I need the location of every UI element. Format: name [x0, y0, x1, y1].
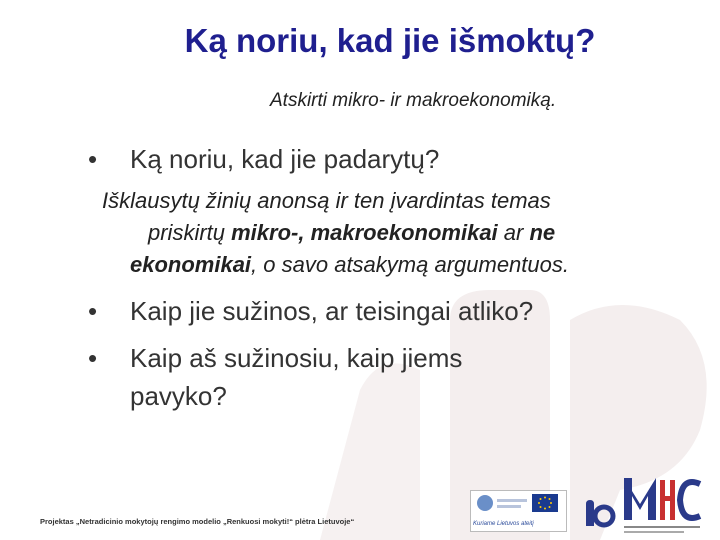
sub-text: Išklausytų žinių anonsą ir ten įvardintas temas	[102, 188, 551, 213]
sub-paragraph-line-1	[102, 186, 551, 216]
bullet-dot: •	[88, 296, 98, 326]
bold-term: ekonomikai	[130, 252, 252, 277]
sub-text: priskirtų	[148, 220, 232, 245]
bold-term: mikro-, makroekonomikai	[231, 220, 498, 245]
bullet-dot: •	[88, 144, 98, 174]
slide-title: Ką noriu, kad jie išmoktų?	[184, 22, 596, 59]
bullet-text-continued: pavyko?	[130, 381, 227, 411]
mhc-logo-icon	[622, 474, 702, 538]
bullet-text: Kaip aš sužinosiu, kaip jiems	[130, 343, 463, 373]
footer-project-text: Projektas „Netradicinio mokytojų rengimo modelio „Renkuosi mokyti!“ plėtra Lietuvoje“	[40, 517, 355, 526]
bullet-text: Kaip jie sužinos, ar teisingai atliko?	[130, 296, 534, 326]
bold-term: ne	[529, 220, 556, 245]
sub-paragraph-line-3	[130, 250, 569, 280]
slide-subtitle: Atskirti mikro- ir makroekonomiką.	[270, 90, 557, 111]
bullet-text: Ką noriu, kad jie padarytų?	[130, 144, 440, 174]
logo-caption: Kuriame Lietuvos ateitį	[473, 521, 534, 527]
sub-text: , o savo atsakymą argumentuos.	[251, 252, 569, 277]
partner-logo-icon	[582, 496, 616, 530]
sub-paragraph-line-2	[148, 218, 555, 248]
ministry-emblem-icon	[471, 491, 531, 519]
eu-flag-icon	[532, 494, 558, 512]
sub-text: ar	[497, 220, 530, 245]
bullet-dot: •	[88, 343, 98, 373]
